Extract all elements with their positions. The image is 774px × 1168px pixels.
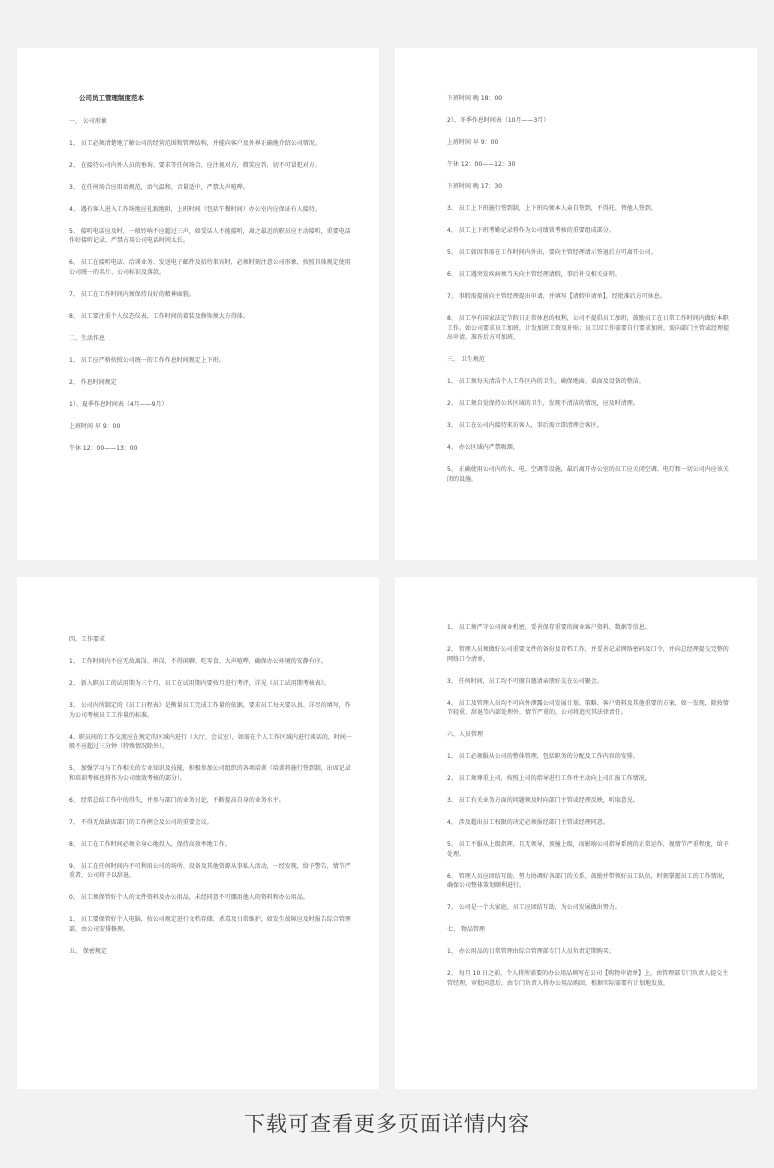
paragraph-line: 4、 员工上下班考勤记录将作为公司绩效考核的重要组成部分。 [447, 227, 615, 234]
paragraph-line: 2、 员工须自觉保持公共区域的卫生，发现不清洁的情况，应及时清理。 [447, 400, 639, 407]
document-page-2 [395, 48, 757, 560]
paragraph-line: 2、 作息时间规定 [69, 378, 117, 386]
paragraph-line: 1、 员工必须服从公司的整体管理，包括职务的分配及工作内容的安排。 [447, 753, 639, 760]
paragraph-line: 6、 管理人员应团结互助，努力协调好各部门的关系，鼓励并带领好员工队伍，时刻掌握员工的工作情况，确保公司整体策划顺利进行。 [447, 872, 729, 889]
paragraph-line: 3、 在任何场合应用语规范，语气温和，音量适中，严禁大声喧哗。 [69, 183, 249, 191]
paragraph-line: 6、 经常总结工作中的得失，并参与部门的业务讨论，不断提高自身的业务水平。 [69, 796, 285, 804]
paragraph-line: 4、 涉及超出员工权限的决定必须报经部门主管或经理同意。 [447, 819, 609, 826]
paragraph-line: 2）、冬季作息时间表（10月——3月） [447, 117, 550, 124]
paragraph-line: 1、 员工须严守公司商业机密，妥善保存重要的商业客户资料、数据等信息。 [447, 624, 651, 631]
paragraph-line: 5、 员工不服从上级指挥，且无领导，顶撞上级，而影响公司指导系统的正常运作，视情节严重程度，给予处理。 [447, 841, 729, 858]
paragraph-line: 七、 物品管理 [447, 926, 485, 933]
paragraph-line: 3、 员工在公司内接待来访客人，事后需立即清理会客区。 [447, 422, 603, 429]
paragraph-line: 5、 接听电话应及时，一般铃响不应超过三声，如受话人不能接听，离之最近的职员应主动接听，重要电话作好接听记录，严禁占用公司电话时间太长。 [69, 227, 351, 244]
document-page-1 [17, 48, 379, 560]
paragraph-line: 7、 公司是一个大家庭，员工应团结互助，为公司发展做出努力。 [447, 904, 621, 911]
paragraph-line: 二、生活作息 [69, 334, 106, 342]
paragraph-line: 4、 员工及管理人员均不可向外泄露公司发展计划、策略、客户资料及其他重要的方案，如一发现，除按情节轻重、辞退等内部处理外，情节严重的，公司将追究其法律责任。 [447, 699, 729, 716]
paragraph-line: 5、 加强学习与工作相关的专业知识及技能，积极参加公司组织的各项培训（培训将施行签到制，出席记录和培训考核也将作为公司绩效考核的部分）。 [69, 765, 351, 782]
paragraph-line: 5、 正确使用公司内的水、电、空调等设施，最后离开办公室的员工应关闭空调、电灯和一切公司内应该关闭的设施。 [447, 466, 729, 483]
paragraph-line: 5、 员工如因事需在工作时间内外出，要向主管经理请示签退后方可离开公司。 [447, 249, 657, 256]
paragraph-line: 3、 员工上下班施行签到制，上下班均须本人亲自签到，不得托、替他人签到。 [447, 205, 657, 212]
paragraph-line: 3、 公司内所制定的《员工日程表》是衡量员工完成工作量的依据，要求员工每天要认真、详尽的填写，作为公司考核员工工作量的标准。 [69, 702, 351, 719]
download-hint-text: 下载可查看更多页面详情内容 [244, 1112, 530, 1136]
paragraph-line: 四、工作要求 [69, 636, 106, 643]
paragraph-line: 8、 员工在工作时间必须全身心地投入，保持高效率地工作。 [69, 840, 231, 848]
paragraph-line: 1、 员工应严格按照公司统一的工作作息时间规定上下班。 [69, 356, 225, 364]
paragraph-line: 2、 员工须尊重上司，按照上司的指导进行工作并主动向上司汇报工作情况。 [447, 775, 651, 782]
paragraph-line: 下班时间 晚 18：00 [447, 95, 503, 102]
paragraph-line: 6、 员工在接听电话、洽谈业务、发送电子邮件及招待来宾时，必须时刻注意公司形象，按照具体规定使用公司统一的名片、公司标识及落款。 [69, 259, 351, 276]
paragraph-line: 7、 不得无故缺席部门的工作例会及公司的重要会议。 [69, 818, 213, 826]
paragraph-line: 2、 新入职员工的试用期为三个月，员工在试用期内要按月进行考评，详见《员工试用期考核表》。 [69, 680, 330, 687]
paragraph-line: 9、 员工在任何时间内不可利用公司的场所、设备及其他资源从事私人活动，一经发现，给予警告，情节严重者，公司将予以辞退。 [69, 862, 351, 879]
paragraph-line: 上班时间 早 9：00 [69, 422, 121, 430]
paragraph-line: 8、 员工要注重个人仪态仪表，工作时间的着装及修饰须大方得体。 [69, 312, 249, 320]
paragraph-line: 下班时间 晚 17：30 [447, 183, 503, 190]
paragraph-line: 1、 工作时间内不应无故离岗、串岗，不得闲聊、吃零食、大声喧哗，确保办公环境的安静有序。 [69, 658, 327, 665]
paragraph-line: 上班时间 早 9：00 [447, 139, 499, 146]
paragraph-line: 三、 卫生规范 [447, 356, 485, 363]
paragraph-line: 0、 员工须保管好个人的文件资料及办公用品，未经同意不可挪用他人的资料和办公用品。 [69, 894, 309, 901]
paragraph-line: 六、人员管理 [447, 731, 484, 738]
paragraph-line: 1、 员工要保管好个人电脑，按公司规定进行文档存储、杀毒及日常维护，如发生故障应及时报告综合管理部，由公司安排修理。 [69, 916, 351, 933]
paragraph-line: 7、 事假需提前向主管经理提出申请，并填写【请假申请单】，经批准后方可休息。 [447, 293, 666, 300]
paragraph-line: 午休 12：00——12：30 [447, 161, 516, 168]
paragraph-line: 午休 12：00——13：00 [69, 444, 138, 452]
paragraph-line: 2、 管理人员须做好公司重要文件的备份及存档工作，并妥善记录网络密码及口令，并向总经理提交完整的网络口令清单。 [447, 646, 729, 663]
paragraph-line: 4、职员间的工作交流应在规定的区域内进行（大厅、会议室），如需在个人工作区域内进行谈话的，时间一般不应超过三分钟（特殊情况除外）。 [69, 733, 352, 750]
paragraph-line: 6、 员工遇突发疾病须当天向主管经理请假，事后补交相关证明。 [447, 271, 621, 278]
paragraph-line: 1、 员工必须清楚地了解公司的经营范围和管理结构，并能向客户及外界正确地介绍公司情况。 [69, 139, 321, 147]
paragraph-line: 1）、夏季作息时间表（4月——9月） [69, 400, 168, 408]
paragraph-line: 1、 员工须每天清洁个人工作区内的卫生，确保地面、桌面及设备的整洁。 [447, 378, 645, 385]
document-page-3 [17, 577, 379, 1089]
paragraph-line: 8、 员工享有国家法定节假日正常休息的权利，公司不提倡员工加班，鼓励员工在日常工作时间内做好本职工作。如公司要求员工加班，计发加班工资及补贴；员工因工作需要自行要求加班，需向部门主管或经理提出申请，准许后方可加班。 [447, 315, 730, 341]
paragraph-line: 2、 在接待公司内外人员的垂询、要求等任何场合，应注视对方，微笑应答，切不可冒犯对方。 [69, 161, 321, 169]
paragraph-line: 3、 员工有关业务方面的问题须及时向部门主管或经理反映，听取意见。 [447, 797, 639, 804]
paragraph-line: 2、 每月 10 日之前，个人将所需要的办公用品填写在公司【购物申请单】上，由管理部专门负责人提交主管经理，审批同意后，由专门负责人将办公用品购回，根据实际需要有计划地发放。 [447, 970, 729, 987]
document-page-4 [395, 577, 757, 1089]
paragraph-line: 3、 任何时间，员工均不可擅自邀请亲朋好友在公司聚会。 [447, 677, 603, 685]
paragraph-line: 7、 员工在工作时间内须保持良好的精神面貌。 [69, 290, 195, 298]
document-title: 公司员工管理制度范本 [79, 94, 144, 102]
paragraph-line: 一、 公司形象 [69, 117, 107, 125]
paragraph-line: 4、 遇有客人进入工作场地应礼貌地阻，上班时间（包括午餐时间）办公室内应保证有人接待。 [69, 205, 321, 213]
paragraph-line: 4、 办公区域内严禁吸烟。 [447, 444, 519, 451]
paragraph-line: 1、 办公用品的日常管理由综合管理部专门人员负责定期购买； [447, 948, 615, 955]
paragraph-line: 五、 保密规定 [69, 947, 107, 955]
